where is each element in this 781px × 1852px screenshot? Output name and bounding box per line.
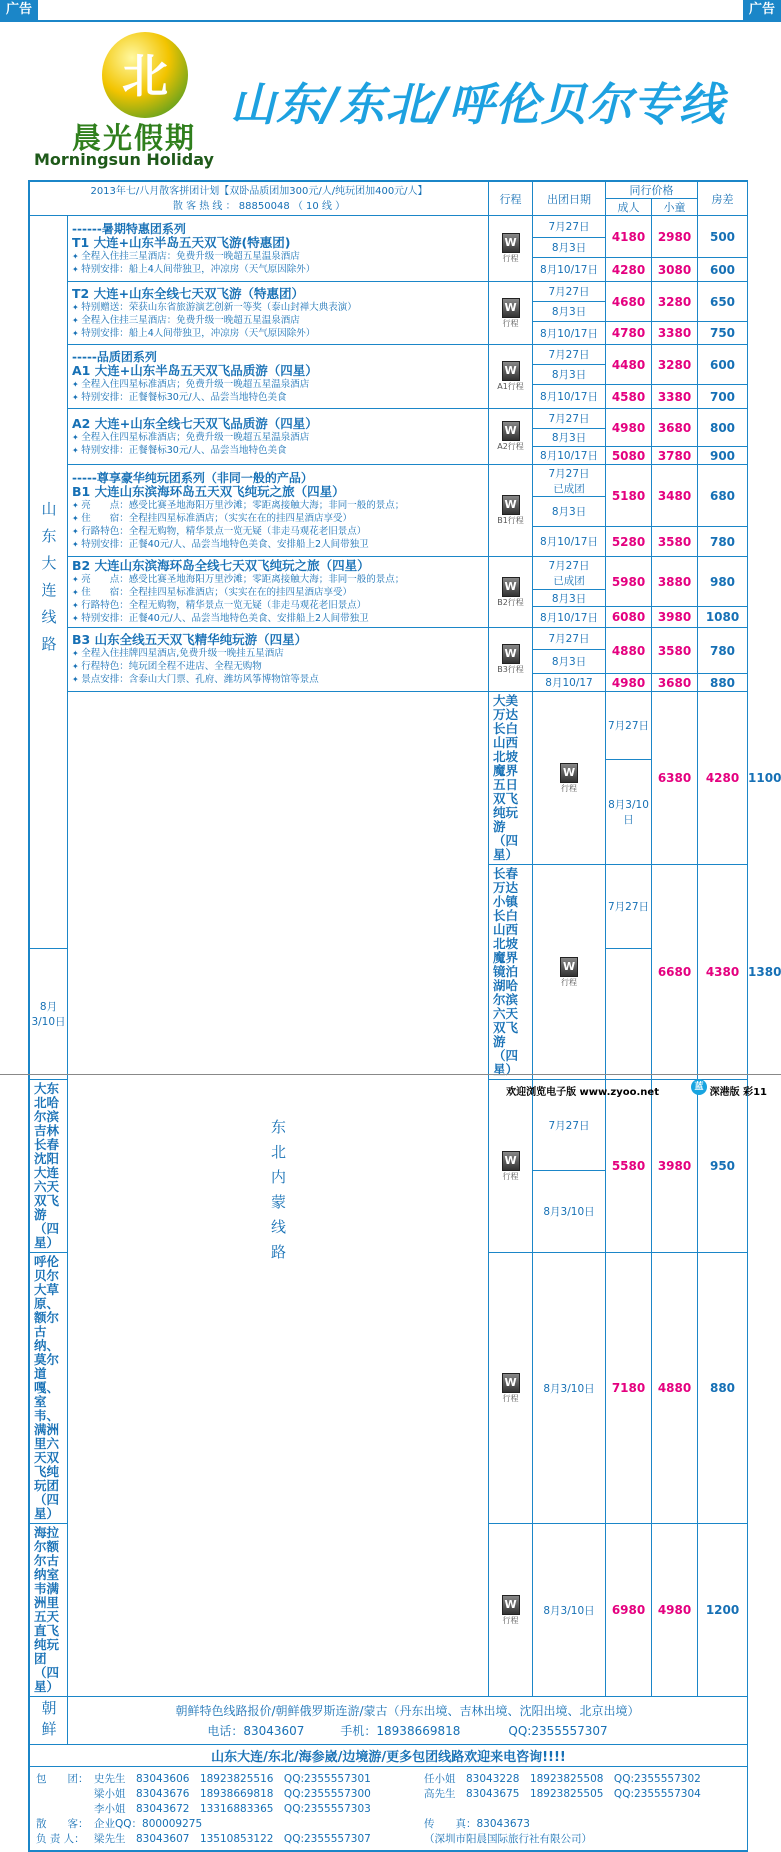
tour-bullet: ✦ 行程特色：纯玩团全程不进店、全程无购物 bbox=[72, 660, 484, 673]
departure-date: 8月3/10日 bbox=[533, 1253, 606, 1524]
departure-date: 8月10/17日 bbox=[533, 258, 606, 282]
adult-price: 5580 bbox=[606, 1080, 652, 1253]
departure-date: 8月3日 bbox=[533, 497, 606, 527]
room-diff: 700 bbox=[698, 385, 748, 409]
room-diff: 800 bbox=[698, 409, 748, 447]
adult-price: 6080 bbox=[606, 607, 652, 628]
itinerary-link[interactable]: W 行程 bbox=[489, 1253, 533, 1524]
korea-routes: 朝鲜特色线路报价/朝鲜俄罗斯连游/蒙古（丹东出境、吉林出境、沈阳出境、北京出境） bbox=[175, 1703, 640, 1718]
room-diff: 1200 bbox=[698, 1524, 748, 1697]
departure-date: 8月10/17日 bbox=[533, 527, 606, 557]
tour-b2 bbox=[68, 557, 489, 628]
itinerary-link[interactable]: W B1行程 bbox=[489, 465, 533, 557]
adult-price: 6680 bbox=[652, 865, 698, 1080]
region-shandong: 山东大连线路 bbox=[30, 216, 68, 949]
itinerary-link[interactable]: W 行程 bbox=[489, 216, 533, 282]
child-price: 3780 bbox=[652, 447, 698, 465]
tour-name: B2 大连山东滨海环岛全线七天双飞纯玩之旅（四星） bbox=[72, 558, 370, 573]
departure-date: 7月27日 bbox=[533, 282, 606, 302]
child-price: 2980 bbox=[652, 216, 698, 258]
adult-price: 4980 bbox=[606, 674, 652, 692]
itinerary-link[interactable]: W A2行程 bbox=[489, 409, 533, 465]
brand-name-cn: 晨光假期 bbox=[72, 121, 197, 155]
departure-date: 7月27日 bbox=[533, 409, 606, 429]
departure-date: 8月3日 bbox=[533, 590, 606, 607]
brand-logo bbox=[30, 28, 260, 178]
company-name: （深圳市阳晨国际旅行社有限公司） bbox=[424, 1833, 592, 1845]
child-price: 4380 bbox=[698, 865, 748, 1080]
room-diff: 680 bbox=[698, 465, 748, 527]
departure-date: 7月27日 bbox=[533, 345, 606, 365]
brand-name-en: Morningsun Holiday bbox=[34, 150, 214, 169]
korea-info bbox=[68, 1697, 748, 1745]
adult-price: 4280 bbox=[606, 258, 652, 282]
tour-bullet: ✦ 特别安排：正餐餐标30元/人、品尝当地特色美食 bbox=[72, 391, 484, 404]
contact-label: 负 责 人： bbox=[36, 1833, 85, 1845]
departure-date: 8月3/10日 bbox=[533, 1171, 606, 1253]
contact-label: 包 团： bbox=[36, 1773, 89, 1785]
departure-date: 7月27日 bbox=[533, 628, 606, 650]
child-price: 3280 bbox=[652, 345, 698, 385]
adult-price: 4680 bbox=[606, 282, 652, 322]
child-price: 3880 bbox=[652, 557, 698, 607]
adult-price: 5280 bbox=[606, 527, 652, 557]
tour-bullet: ✦ 特别安排：船上4人间带独卫，冲凉房（天气原因除外） bbox=[72, 327, 484, 340]
col-price: 同行价格 bbox=[606, 182, 698, 199]
price-table: 2013年七/八月散客拼团计划【双卧品质团加300元/人/纯玩团加400元/人】 散 客 热 线 ： 88850048 （ 10 线 ） 行程 出团日期 同行价格 房差 成人 小童 山东大连线路 ------暑期特惠团系列 T1 大连+山东半岛五天双飞游(特惠团) ✦ 全程入住挂三星酒店：免费升级一晚超五星温泉酒店 ✦ 特别安排：船上4人间带独卫，冲凉房（天气原因除外） W 行程 7月27日 4180 2980 500 8月3日 8月10/17日 4280 3080 600 T2 大连+山东全线七天双飞游（特惠团） ✦ 特别赠送：荣获山东省旅游演艺创新一等奖（泰山封禅大典表演） ✦ 全程入住挂三星酒店：免费升级一晚超五星温泉酒店 ✦ 特别安排：船上4人间带独卫，冲凉房（天气原因除外） W 行程 7月27日 4680 3280 650 8月3日 8月10/17日 4780 3380 750 -----品质团系列 A1 大连+山东半岛五天双飞品质游（四星） ✦ 全程入住四星标准酒店；免费升级一晚超五星温泉酒店 ✦ 特别安排：正餐餐标30元/人、品尝当地特色美食 W A1行程 7月27日 4480 3280 600 8月3日 8月10/17日 4580 3380 700 A2 大连+山东全线七天双飞品质游（四星） ✦ 全程入住四星标准酒店；免费升级一晚超五星温泉酒店 ✦ 特别安排：正餐餐标30元/人、品尝当地特色美食 W A2行程 7月27日 4980 3680 800 8月3日 8月10/17日 5080 3780 900 -----尊享豪华纯玩团系列（非同一般的产品） B1 大连山东滨海环岛五天双飞纯玩之旅（四星） ✦ 亮 点：感受比赛圣地海阳万里沙滩；零距离接触大海；非同一般的景点； ✦ 住 宿：全程挂四星标准酒店；（实实在在的挂四星酒店享受） ✦ 行路特色：全程无购物，精华景点一览无疑（非走马观花老旧景点） ✦ 特别安排：正餐40元/人、品尝当地特色美食、安排船上2人间带独卫 W B1行程 7月27日 已成团 5180 3480 680 8月3日 8月10/17日 5280 3580 780 B2 大连山东滨海环岛全线七天双飞纯玩之旅（四星） ✦ 亮 点：感受比赛圣地海阳万里沙滩；零距离接触大海；非同一般的景点； ✦ 住 宿：全程挂四星标准酒店；（实实在在的挂四星酒店享受） ✦ 行路特色：全程无购物，精华景点一览无疑（非走马观花老旧景点） ✦ 特别安排：正餐40元/人、品尝当地特色美食、安排船上2人间带独卫 W B2行程 7月27日 已成团 5980 3880 980 8月3日 8月10/17日 6080 3980 1080 B3 山东全线五天双飞精华纯玩游（四星） ✦ 全程入住挂牌四星酒店,免费升级一晚挂五星酒店 ✦ 行程特色：纯玩团全程不进店、全程无购物 ✦ 景点安排：含泰山大门票、孔府、潍坊风筝博物馆等景点 W B3行程 7月27日 4880 3580 780 8月3日 8月10/17 4980 3680 880 东北内蒙线路 大美万达长白山西北坡魔界五日双飞纯玩游（四星） W 行程 7月27日 6380 4280 1100 8月3/10日 长春万达小镇长白山西北坡魔界镜泊湖哈尔滨六天双飞游（四星） W 行程 7月27日 6680 4380 1380 8月3/10日 大东北哈尔滨吉林长春沈阳大连六天双飞游（四星） W 行程 7月27日 5580 3980 950 8月3/10日 呼伦贝尔大草原、额尔古纳、莫尔道嘎、室韦、满洲里六天双飞纯玩团（四星） W 行程 8月3/10日 7180 4880 880 海拉尔额尔古纳室韦满洲里五天直飞纯玩团（四星） W 行程 8月3/10日 6980 4980 1200 朝鲜 朝鲜特色线路报价/朝鲜俄罗斯连游/蒙古（丹东出境、吉林出境、沈阳出境、北京出境） 电话：83043607 手机：18938669818 QQ:2355557307 山东大连/东北/海参崴/边境游/更多包团线路欢迎来电咨询!!!! 包 团： 史先生 83043606 18923825516 QQ:2355557301 任小姐 83043228 18923825508 QQ:2355557302 梁小姐 83043676 18938669818 QQ:2355557300 高先生 83043675 18923825505 QQ:2355557304 李小姐 83043672 13316883365 QQ:2355557303 散 客： 企业QQ：800009275 传 真：83043673 负 责 人： 梁先生 83043607 13510853122 QQ:2355557307 （深圳市阳晨国际旅行社有限公司） bbox=[29, 181, 748, 1851]
tour-bullet: ✦ 特别安排：正餐40元/人、品尝当地特色美食、安排船上2人间带独卫 bbox=[72, 612, 484, 625]
tour-bullet: ✦ 特别赠送：荣获山东省旅游演艺创新一等奖（泰山封禅大典表演） bbox=[72, 301, 484, 314]
tour-b3 bbox=[68, 628, 489, 692]
child-price: 3980 bbox=[652, 607, 698, 628]
child-price: 3980 bbox=[652, 1080, 698, 1253]
child-price: 3080 bbox=[652, 258, 698, 282]
series-title: -----品质团系列 bbox=[72, 349, 157, 364]
itinerary-link[interactable]: W A1行程 bbox=[489, 345, 533, 409]
word-doc-icon: W bbox=[502, 421, 520, 441]
contact-label: 散 客： bbox=[36, 1818, 89, 1830]
contact-table bbox=[36, 1771, 736, 1846]
word-doc-icon: W bbox=[502, 495, 520, 515]
departure-date: 8月10/17日 bbox=[533, 447, 606, 465]
tour-name: 呼伦贝尔大草原、额尔古纳、莫尔道嘎、室韦、满洲里六天双飞纯玩团（四星） bbox=[30, 1253, 68, 1524]
adult-price: 4880 bbox=[606, 628, 652, 674]
room-diff: 950 bbox=[698, 1080, 748, 1253]
itinerary-link[interactable]: W 行程 bbox=[489, 1080, 533, 1253]
adult-price: 5980 bbox=[606, 557, 652, 607]
tour-bullet: ✦ 特别安排：正餐40元/人、品尝当地特色美食、安排船上2人间带独卫 bbox=[72, 538, 484, 551]
departure-date: 8月10/17日 bbox=[533, 322, 606, 345]
tour-bullet: ✦ 全程入住四星标准酒店；免费升级一晚超五星温泉酒店 bbox=[72, 431, 484, 444]
child-price: 3380 bbox=[652, 322, 698, 345]
contact-line: 企业QQ：800009275 bbox=[94, 1818, 203, 1830]
room-diff: 880 bbox=[698, 1253, 748, 1524]
departure-date: 8月3/10日 bbox=[606, 759, 652, 864]
child-price: 4280 bbox=[698, 692, 748, 865]
departure-date: 8月3/10日 bbox=[30, 949, 68, 1080]
itinerary-link[interactable]: W 行程 bbox=[533, 865, 606, 1080]
tour-bullet: ✦ 全程入住四星标准酒店；免费升级一晚超五星温泉酒店 bbox=[72, 378, 484, 391]
itinerary-link[interactable]: W B2行程 bbox=[489, 557, 533, 628]
contacts bbox=[30, 1767, 748, 1851]
word-doc-icon: W bbox=[502, 233, 520, 253]
adult-price: 4780 bbox=[606, 322, 652, 345]
footer-edition: 深港版 彩11 bbox=[709, 1087, 767, 1098]
adult-price: 6380 bbox=[652, 692, 698, 865]
departure-date: 8月10/17日 bbox=[533, 607, 606, 628]
word-doc-icon: W bbox=[560, 763, 578, 783]
plan-title: 2013年七/八月散客拼团计划【双卧品质团加300元/人/纯玩团加400元/人】 bbox=[90, 185, 428, 197]
tour-bullet: ✦ 行路特色：全程无购物，精华景点一览无疑（非走马观花老旧景点） bbox=[72, 599, 484, 612]
tour-a2 bbox=[68, 409, 489, 465]
departure-date: 8月10/17 bbox=[533, 674, 606, 692]
edition-badge: 蓝 bbox=[691, 1079, 707, 1095]
word-doc-icon: W bbox=[560, 957, 578, 977]
logo-mark: 北 bbox=[122, 49, 168, 103]
tour-name: 长春万达小镇长白山西北坡魔界镜泊湖哈尔滨六天双飞游（四星） bbox=[489, 865, 533, 1080]
tour-name: B3 山东全线五天双飞精华纯玩游（四星） bbox=[72, 632, 308, 647]
departure-date: 7月27日 bbox=[533, 216, 606, 238]
room-diff: 880 bbox=[698, 674, 748, 692]
tour-bullet: ✦ 住 宿：全程挂四星标准酒店；（实实在在的挂四星酒店享受） bbox=[72, 512, 484, 525]
tour-bullet: ✦ 亮 点：感受比赛圣地海阳万里沙滩；零距离接触大海；非同一般的景点； bbox=[72, 499, 484, 512]
adult-price: 4580 bbox=[606, 385, 652, 409]
child-price: 4880 bbox=[652, 1253, 698, 1524]
departure-date: 8月3日 bbox=[533, 429, 606, 447]
child-price: 3380 bbox=[652, 385, 698, 409]
departure-date: 8月10/17日 bbox=[533, 385, 606, 409]
adult-price: 4180 bbox=[606, 216, 652, 258]
room-diff: 980 bbox=[698, 557, 748, 607]
room-diff: 600 bbox=[698, 258, 748, 282]
departure-date: 7月27日 bbox=[533, 1080, 606, 1171]
tour-bullet: ✦ 行路特色：全程无购物，精华景点一览无疑（非走马观花老旧景点） bbox=[72, 525, 484, 538]
tour-bullet: ✦ 住 宿：全程挂四星标准酒店；（实实在在的挂四星酒店享受） bbox=[72, 586, 484, 599]
departure-date: 7月27日 已成团 bbox=[533, 557, 606, 590]
tour-bullet: ✦ 全程入住挂牌四星酒店,免费升级一晚挂五星酒店 bbox=[72, 647, 484, 660]
child-price: 3280 bbox=[652, 282, 698, 322]
adult-price: 4980 bbox=[606, 409, 652, 447]
departure-date: 8月3/10日 bbox=[533, 1524, 606, 1697]
series-title: ------暑期特惠团系列 bbox=[72, 221, 186, 236]
col-child: 小童 bbox=[652, 199, 698, 216]
col-adult: 成人 bbox=[606, 199, 652, 216]
contact-line: 传 真：83043673 bbox=[424, 1818, 530, 1830]
word-doc-icon: W bbox=[502, 1151, 520, 1171]
top-divider bbox=[0, 20, 781, 22]
tour-name: 大美万达长白山西北坡魔界五日双飞纯玩游（四星） bbox=[489, 692, 533, 865]
adult-price: 4480 bbox=[606, 345, 652, 385]
child-price: 4980 bbox=[652, 1524, 698, 1697]
hotline: 散 客 热 线 ： 88850048 （ 10 线 ） bbox=[172, 200, 346, 212]
child-price: 3680 bbox=[652, 409, 698, 447]
tour-bullet: ✦ 全程入住挂三星酒店：免费升级一晚超五星温泉酒店 bbox=[72, 250, 484, 263]
word-doc-icon: W bbox=[502, 577, 520, 597]
adult-price: 6980 bbox=[606, 1524, 652, 1697]
child-price: 3580 bbox=[652, 628, 698, 674]
departure-date: 8月3日 bbox=[533, 238, 606, 258]
contact-line: 任小姐 83043228 18923825508 QQ:2355557302 bbox=[424, 1773, 701, 1785]
tour-bullet: ✦ 特别安排：船上4人间带独卫，冲凉房（天气原因除外） bbox=[72, 263, 484, 276]
tour-name: 大东北哈尔滨吉林长春沈阳大连六天双飞游（四星） bbox=[30, 1080, 68, 1253]
contact-line: 李小姐 83043672 13316883365 QQ:2355557303 bbox=[94, 1803, 371, 1815]
tour-bullet: ✦ 全程入住挂三星酒店：免费升级一晚超五星温泉酒店 bbox=[72, 314, 484, 327]
contact-line: 高先生 83043675 18923825505 QQ:2355557304 bbox=[424, 1788, 701, 1800]
itinerary-link[interactable]: W 行程 bbox=[533, 692, 606, 865]
contact-line: 梁小姐 83043676 18938669818 QQ:2355557300 bbox=[94, 1788, 371, 1800]
departure-date: 8月3日 bbox=[533, 365, 606, 385]
departure-date: 7月27日 bbox=[606, 692, 652, 760]
word-doc-icon: W bbox=[502, 361, 520, 381]
adult-price: 5080 bbox=[606, 447, 652, 465]
ad-label-left: 广告 bbox=[0, 0, 38, 20]
tour-bullet: ✦ 景点安排：含泰山大门票、孔府、潍坊风筝博物馆等景点 bbox=[72, 673, 484, 686]
departure-date: 8月3日 bbox=[533, 302, 606, 322]
tour-name: T2 大连+山东全线七天双飞游（特惠团） bbox=[72, 285, 305, 301]
itinerary-link[interactable]: W 行程 bbox=[489, 1524, 533, 1697]
col-departure: 出团日期 bbox=[533, 182, 606, 216]
tour-b1 bbox=[68, 465, 489, 557]
room-diff: 780 bbox=[698, 527, 748, 557]
child-price: 3580 bbox=[652, 527, 698, 557]
room-diff: 500 bbox=[698, 216, 748, 258]
room-diff: 650 bbox=[698, 282, 748, 322]
price-table-frame bbox=[28, 180, 781, 1852]
tour-a1 bbox=[68, 345, 489, 409]
child-price: 3480 bbox=[652, 465, 698, 527]
korea-contact: 电话：83043607 手机：18938669818 QQ:2355557307 bbox=[207, 1723, 608, 1738]
departure-date: 7月27日 bbox=[606, 865, 652, 949]
tour-name: A1 大连+山东半岛五天双飞品质游（四星） bbox=[72, 362, 318, 378]
page-footer bbox=[0, 1074, 781, 1101]
itinerary-link[interactable]: W 行程 bbox=[489, 282, 533, 345]
tour-bullet: ✦ 特别安排：正餐餐标30元/人、品尝当地特色美食 bbox=[72, 444, 484, 457]
contact-line: 梁先生 83043607 13510853122 QQ:2355557307 bbox=[94, 1833, 371, 1845]
page-headline: 山东/东北/呼伦贝尔专线 bbox=[230, 78, 725, 131]
tour-name: A2 大连+山东全线七天双飞品质游（四星） bbox=[72, 415, 318, 431]
ad-label-right: 广告 bbox=[743, 0, 781, 20]
departure-date: 7月27日 已成团 bbox=[533, 465, 606, 497]
adult-price: 5180 bbox=[606, 465, 652, 527]
tour-name: T1 大连+山东半岛五天双飞游(特惠团) bbox=[72, 234, 291, 250]
word-doc-icon: W bbox=[502, 298, 520, 318]
room-diff: 600 bbox=[698, 345, 748, 385]
region-korea: 朝鲜 bbox=[30, 1697, 68, 1745]
room-diff: 900 bbox=[698, 447, 748, 465]
col-room: 房差 bbox=[698, 182, 748, 216]
col-itinerary: 行程 bbox=[489, 182, 533, 216]
contact-line: 史先生 83043606 18923825516 QQ:2355557301 bbox=[94, 1773, 371, 1785]
room-diff: 780 bbox=[698, 628, 748, 674]
footer-site[interactable]: 欢迎浏览电子版 www.zyoo.net bbox=[506, 1087, 659, 1098]
tour-name: 海拉尔额尔古纳室韦满洲里五天直飞纯玩团（四星） bbox=[30, 1524, 68, 1697]
itinerary-link[interactable]: W B3行程 bbox=[489, 628, 533, 692]
word-doc-icon: W bbox=[502, 1373, 520, 1393]
adult-price: 7180 bbox=[606, 1253, 652, 1524]
series-title: -----尊享豪华纯玩团系列（非同一般的产品） bbox=[72, 470, 313, 485]
tour-t2 bbox=[68, 282, 489, 345]
region-dongbei: 东北内蒙线路 bbox=[68, 692, 489, 1697]
word-doc-icon: W bbox=[502, 1595, 520, 1615]
word-doc-icon: W bbox=[502, 644, 520, 664]
tour-t1 bbox=[68, 216, 489, 282]
child-price: 3680 bbox=[652, 674, 698, 692]
tour-bullet: ✦ 亮 点：感受比赛圣地海阳万里沙滩；零距离接触大海；非同一般的景点； bbox=[72, 573, 484, 586]
plan-header bbox=[30, 182, 489, 216]
room-diff: 750 bbox=[698, 322, 748, 345]
departure-date: 8月3日 bbox=[533, 650, 606, 674]
slogan: 山东大连/东北/海参崴/边境游/更多包团线路欢迎来电咨询!!!! bbox=[30, 1745, 748, 1767]
room-diff: 1080 bbox=[698, 607, 748, 628]
tour-name: B1 大连山东滨海环岛五天双飞纯玩之旅（四星） bbox=[72, 483, 345, 499]
